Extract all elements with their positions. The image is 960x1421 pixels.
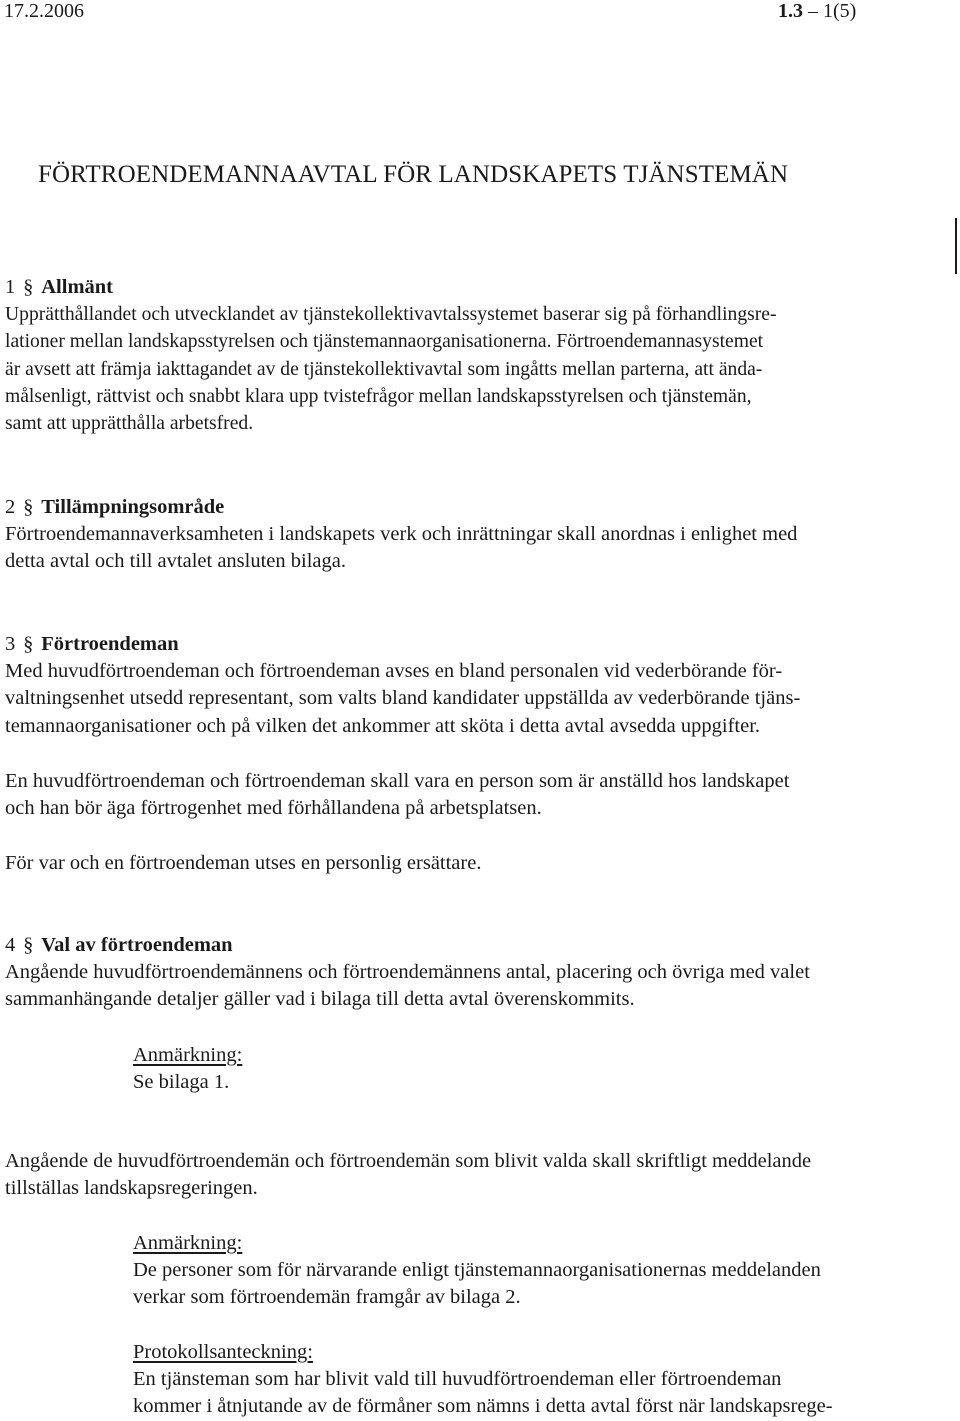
note-text: Se bilaga 1. [133,1071,230,1094]
section-number: 3 [5,633,16,655]
note-2 [133,1230,942,1312]
note-text-line: De personer som för närvarande enligt tjänstemannaorganisationernas meddelanden [133,1259,821,1282]
text-line: samt att upprätthålla arbetsfred. [5,413,254,435]
note-text-line: verkar som förtroendemän framgår av bilaga 2. [133,1286,521,1309]
page-count: 1(5) [823,0,857,22]
reference-dash: – [808,0,818,22]
text-line: målsenligt, rättvist och snabbt klara upp tvistefrågor mellan landskapsstyrelsen och tjänstemän, [5,385,752,407]
text-line: En huvudförtroendeman och förtroendeman skall vara en person som är anställd hos landskapet [5,770,790,792]
section-number: 1 [5,276,16,298]
section-sign: § [23,276,34,298]
section-2 [5,494,942,576]
section-heading [5,932,942,959]
text-line: Upprätthållandet och utvecklandet av tjänstekollektivavtalssystemet baserar sig på förhandlingsre- [5,304,777,326]
section-title: Tillämpningsområde [41,496,225,518]
document-date: 17.2.2006 [4,0,84,22]
section-sign: § [23,934,34,956]
text-line: sammanhängande detaljer gäller vad i bilaga till detta avtal överenskommits. [5,988,635,1011]
section-title: Val av förtroendeman [41,934,233,956]
section-body [5,301,942,437]
text-line: Angående huvudförtroendemännens och förtroendemännens antal, placering och övriga med valet [5,961,810,984]
note-label: Anmärkning: [133,1232,243,1254]
text-line: Angående de huvudförtroendemän och förtroendemän som blivit valda skall skriftligt meddelande [5,1150,812,1172]
protocol-text-line: En tjänsteman som har blivit vald till huvudförtroendeman eller förtroendeman [133,1368,782,1391]
section-heading [5,631,942,658]
section-heading [5,274,942,301]
protocol-label: Protokollsanteckning: [133,1341,313,1363]
protocol-text-line: kommer i åtnjutande av de förmåner som nämns i detta avtal först när landskapsrege- [133,1395,833,1418]
section-3-paragraph-2 [5,768,942,822]
page-header [4,0,956,24]
text-line: För var och en förtroendeman utses en personlig ersättare. [5,852,482,874]
document-reference [778,0,856,22]
text-line: valtningsenhet utsedd representant, som valts bland kandidater uppställda av vederbörande tjäns- [5,687,801,710]
section-3 [5,631,942,740]
document-title: FÖRTROENDEMANNAAVTAL FÖR LANDSKAPETS TJÄNSTEMÄN [38,161,789,188]
text-line: lationer mellan landskapsstyrelsen och tjänstemannaorganisationerna. Förtroendemannasystemet [5,331,764,353]
section-title: Allmänt [41,276,113,298]
section-3-paragraph-3 [5,850,942,877]
section-title: Förtroendeman [41,633,179,655]
section-body [5,521,942,575]
text-line: och han bör äga förtrogenhet med förhållandena på arbetsplatsen. [5,797,542,820]
note-1 [133,1042,942,1096]
reference-number: 1.3 [778,0,803,22]
section-heading [5,494,942,521]
section-4-paragraph-2 [5,1148,942,1202]
change-bar [955,218,957,274]
text-line: Förtroendemannaverksamheten i landskapets verk och inrättningar skall anordnas i enlighet med [5,523,798,546]
protocol-note [133,1339,942,1421]
section-1 [5,274,942,437]
text-line: är avsett att främja iakttagandet av de tjänstekollektivavtal som ingåtts mellan parterna, att ända- [5,358,763,380]
section-sign: § [23,496,34,518]
text-line: Med huvudförtroendeman och förtroendeman avses en bland personalen vid vederbörande för- [5,660,783,683]
text-line: temannaorganisationer och på vilken det ankommer att sköta i detta avtal avsedda uppgifter. [5,714,761,737]
section-body [5,959,942,1013]
section-number: 4 [5,934,16,956]
text-line: detta avtal och till avtalet ansluten bilaga. [5,550,346,573]
note-label: Anmärkning: [133,1044,243,1066]
section-number: 2 [5,496,16,518]
section-body [5,658,942,740]
section-4 [5,932,942,1014]
section-sign: § [23,633,34,655]
text-line: tillställas landskapsregeringen. [5,1177,258,1200]
